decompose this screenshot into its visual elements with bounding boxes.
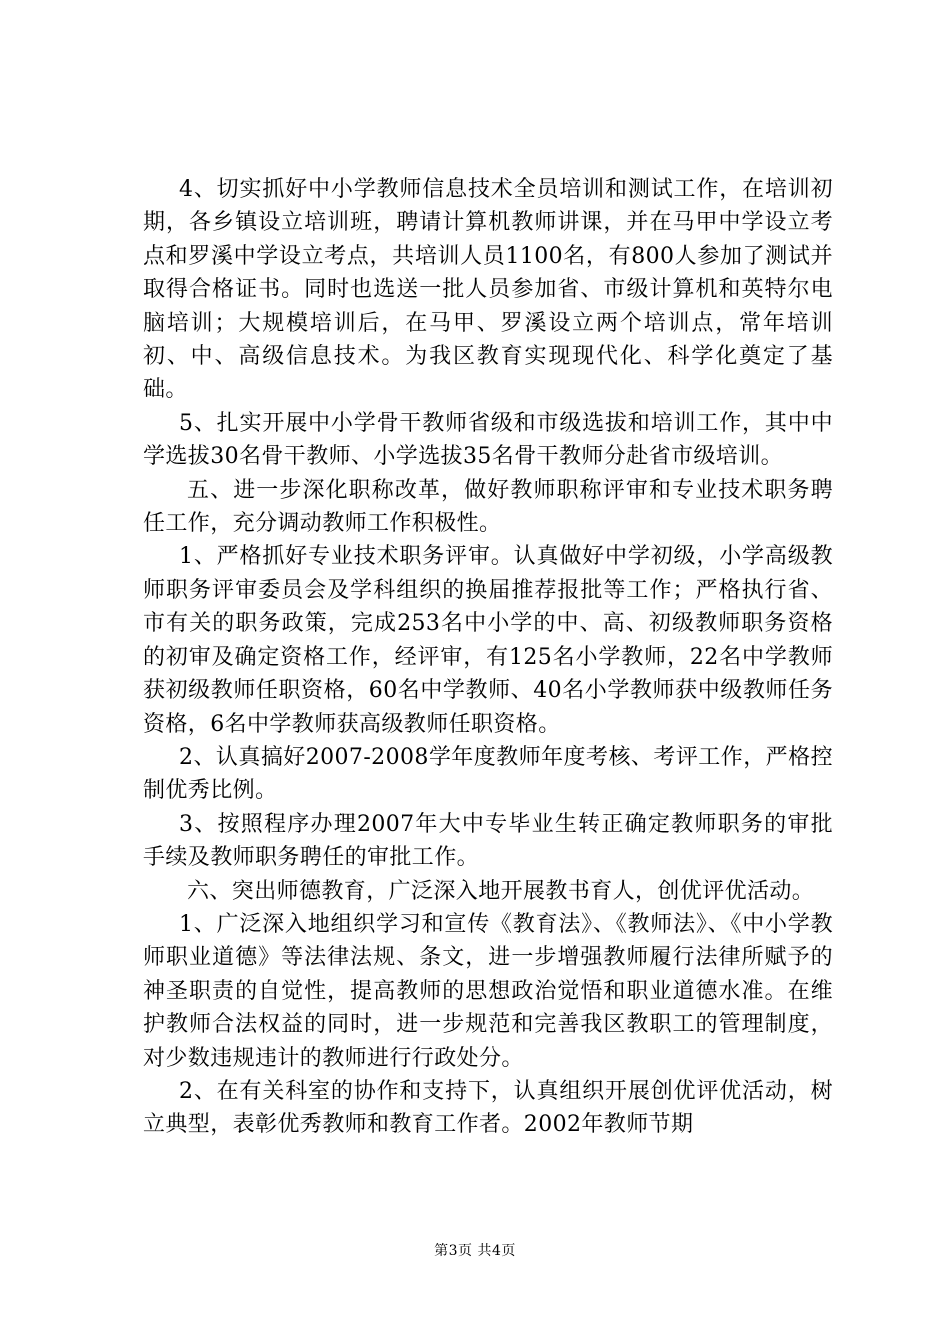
paragraph-item-1-law-study: 1、广泛深入地组织学习和宣传《教育法》、《教师法》、《中小学教师职业道德》等法律法规、条文，进一步增强教师履行法律所赋予的神圣职责的自觉性，提高教师的思想政治觉悟和职业道德水准。在维护教师合法权益的同时，进一步规范和完善我区教职工的管理制度，对少数违规违计的教师进行行政处分。 [143,911,833,1071]
page-number-footer: 第3页 共4页 [434,1243,516,1259]
paragraph-item-3-graduate-approval: 3、按照程序办理2007年大中专毕业生转正确定教师职务的审批手续及教师职务聘任的审批工作。 [143,811,833,871]
section-heading-5-title-reform: 五、进一步深化职称改革，做好教师职称评审和专业技术职务聘任工作，充分调动教师工作积极性。 [143,477,833,537]
paragraph-item-2-annual-assessment: 2、认真搞好2007-2008学年度教师年度考核、考评工作，严格控制优秀比例。 [143,744,833,804]
document-body [143,173,833,1142]
paragraph-item-1-title-review: 1、严格抓好专业技术职务评审。认真做好中学初级，小学高级教师职务评审委员会及学科组织的换届推荐报批等工作；严格执行省、市有关的职务政策，完成253名中小学的中、高、初级教师职务资格的初审及确定资格工作，经评审，有125名小学教师，22名中学教师获初级教师任职资格，60名中学教师、40名小学教师获中级教师任务资格，6名中学教师获高级教师任职资格。 [143,544,833,737]
section-heading-6-ethics-education: 六、突出师德教育，广泛深入地开展教书育人，创优评优活动。 [187,878,815,904]
paragraph-item-2-awards: 2、在有关科室的协作和支持下，认真组织开展创优评优活动，树立典型，表彰优秀教师和教育工作者。2002年教师节期 [143,1078,833,1138]
paragraph-item-5-backbone-teachers: 5、扎实开展中小学骨干教师省级和市级选拔和培训工作，其中中学选拔30名骨干教师、小学选拔35名骨干教师分赴省市级培训。 [143,410,833,470]
paragraph-item-4-it-training: 4、切实抓好中小学教师信息技术全员培训和测试工作，在培训初期，各乡镇设立培训班，聘请计算机教师讲课，并在马甲中学设立考点和罗溪中学设立考点，共培训人员1100名，有800人参加了测试并取得合格证书。同时也选送一批人员参加省、市级计算机和英特尔电脑培训；大规模培训后，在马甲、罗溪设立两个培训点，常年培训初、中、高级信息技术。为我区教育实现现代化、科学化奠定了基础。 [143,177,833,403]
